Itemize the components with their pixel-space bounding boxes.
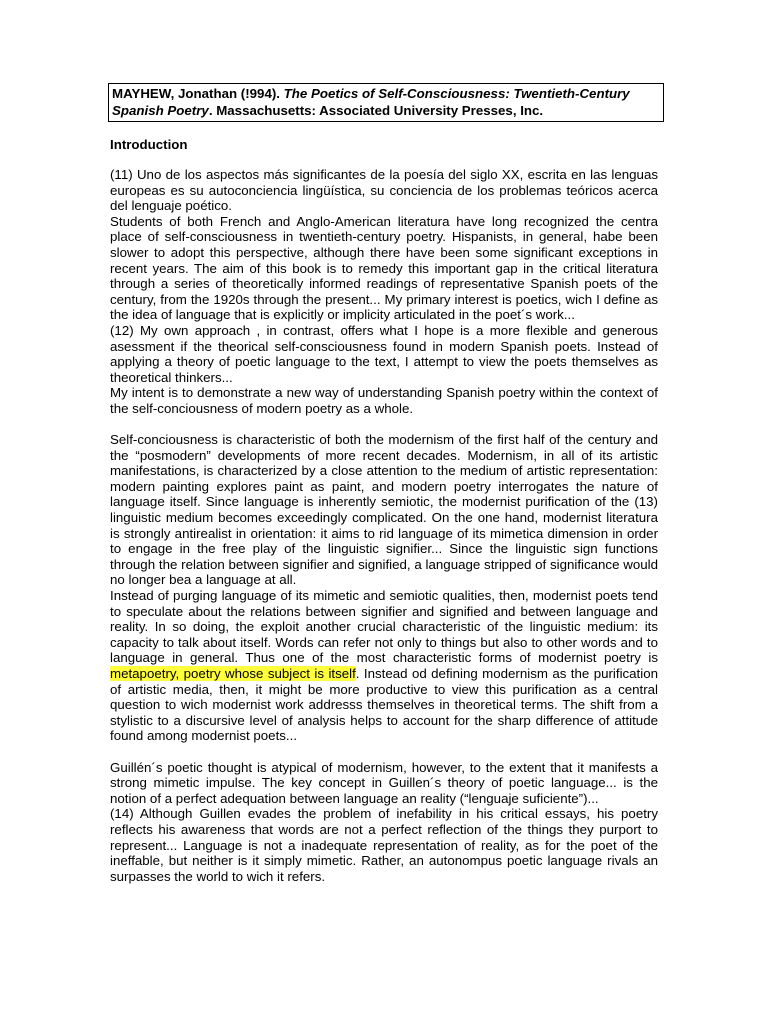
reference-author: MAYHEW, Jonathan (!994).: [112, 86, 284, 101]
document-body: [110, 167, 658, 884]
paragraph: Guillén´s poetic thought is atypical of modernism, however, to the extent that it manifests a strong mimetic impulse. The key concept in Guillen´s theory of poetic language... is the notion of a perfect adequation between language an reality (“lenguaje suficiente”)...: [110, 759, 658, 806]
paragraph: (11) Uno de los aspectos más significantes de la poesía del siglo XX, escrita en las lenguas europeas es su autoconciencia lingüística, su conciencia de los problemas teóricos acerca del lenguaje poético.: [110, 167, 658, 214]
paragraph: Students of both French and Anglo-American literatura have long recognized the centra place of self-consciousness in twentieth-century poetry. Hispanists, in general, habe been slower to adopt this perspective, although there have been some significant exceptions in recent years. The aim of this book is to remedy this important gap in the critical literatura through a series of theoretically informed readings of representative Spanish poets of the century, from the 1920s through the present... My primary interest is poetics, wich I define as the idea of language that is explicitly or implicity articulated in the poet´s work...: [110, 213, 658, 323]
section-heading: Introduction: [110, 137, 188, 152]
paragraph-text: . Instead od defining modernism as the purification of artistic media, then, it might be more productive to view this purification as a central question to wich modernist work addresss themselves in theoretical terms. The shift from a stylistic to a discursive level of analysis helps to account for the sharp difference of attitude found among modernist poets...: [110, 666, 658, 744]
paragraph: (12) My own approach , in contrast, offers what I hope is a more flexible and generous asessment if the theorical self-consciousness found in modern Spanish poets. Instead of applying a theory of poetic language to the text, I attempt to view the poets themselves as theoretical thinkers...: [110, 322, 658, 385]
highlighted-text: metapoetry, poetry whose subject is itself: [110, 666, 356, 681]
bibliographic-reference: [108, 83, 664, 122]
paragraph: (14) Although Guillen evades the problem of inefability in his critical essays, his poetry reflects his awareness that words are not a perfect reflection of the things they purport to represent... Language is not a inadequate representation of reality, as for the poet of the ineffable, but neither is it simply mimetic. Rather, an autonompus poetic language rivals an surpasses the world to wich it refers.: [110, 806, 658, 884]
reference-publisher: . Massachusetts: Associated University Presses, Inc.: [208, 102, 544, 118]
paragraph-with-highlight: [110, 588, 658, 744]
paragraph: My intent is to demonstrate a new way of understanding Spanish poetry within the context of the self-conciousness of modern poetry as a whole.: [110, 385, 658, 416]
reference-title: The Poetics of Self-Consciousness: Twentieth-Century Spanish Poetry: [112, 86, 630, 118]
paragraph-text: Instead of purging language of its mimetic and semiotic qualities, then, modernist poets tend to speculate about the relations between signifier and signified and between language and reality. In so doing, the exploit another crucial characteristic of the linguistic medium: its capacity to talk about itself. Words can refer not only to things but also to other words and to language in general. Thus one of the most characteristic forms of modernist poetry is: [110, 588, 658, 666]
paragraph: Self-conciousness is characteristic of both the modernism of the first half of the century and the “posmodern” developments of more recent decades. Modernism, in all of its artistic manifestations, is characterized by a close attention to the medium of artistic representation: modern painting explores paint as paint, and modern poetry interrogates the nature of language itself. Since language is inherently semiotic, the modernist purification of the (13) linguistic medium becomes exceedingly complicated. On the one hand, modernist literatura is strongly antirealist in orientation: it aims to rid language of its mimetica dimension in order to engage in the free play of the linguistic signifier... Since the linguistic sign functions through the relation between signifier and signified, a language stripped of significance would no longer bea a language at all.: [110, 432, 658, 588]
